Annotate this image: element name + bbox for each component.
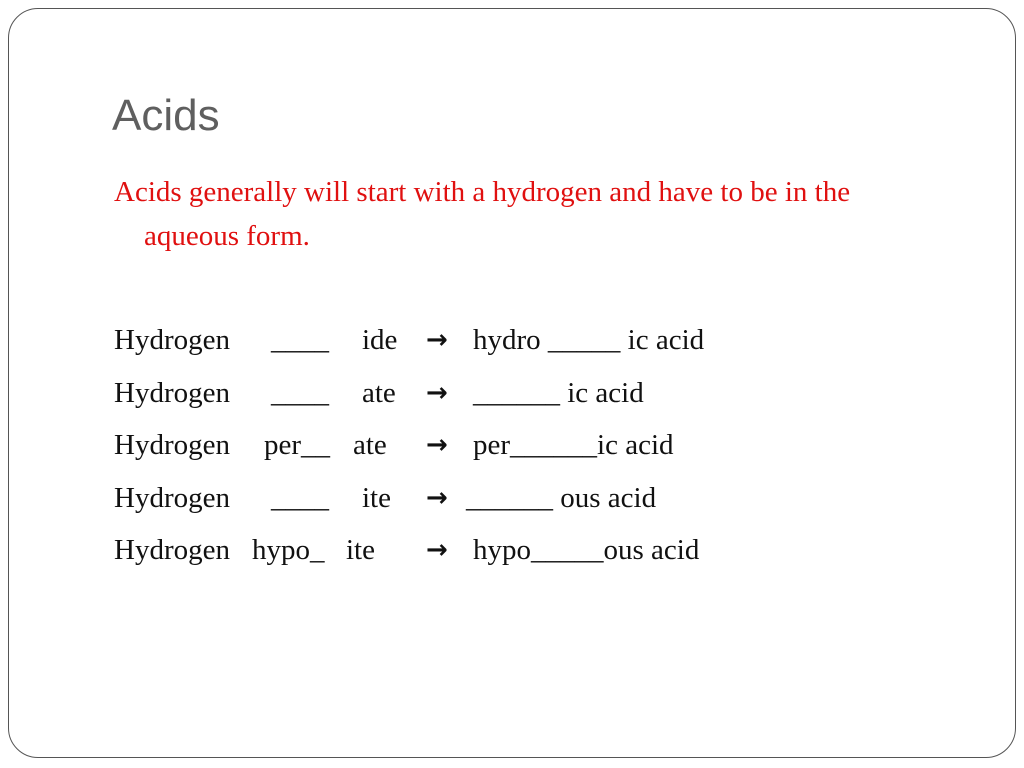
arrow-right-icon: →	[426, 430, 448, 460]
rule-suffix: ide	[362, 324, 398, 356]
arrow-right-icon: →	[426, 377, 448, 408]
intro-line-2: aqueous form.	[144, 220, 310, 252]
rule-prefix: Hydrogen	[114, 376, 230, 409]
slide-title: Acids	[112, 91, 220, 140]
rule-blank: ____	[271, 376, 329, 409]
rule-suffix: ate	[353, 429, 387, 461]
rule-prefix: Hydrogen	[114, 324, 230, 356]
rule-suffix: ite	[362, 481, 391, 514]
rule-blank: ____	[271, 324, 329, 356]
rule-result: ______ ic acid	[473, 376, 644, 409]
rule-blank: per__	[264, 429, 331, 461]
rule-result: ______ ous acid	[466, 481, 657, 514]
rule-result: hydro _____ ic acid	[473, 324, 705, 356]
rule-suffix: ite	[346, 534, 375, 566]
rule-result: per______ic acid	[473, 429, 674, 461]
rule-result: hypo_____ous acid	[473, 534, 700, 566]
rule-blank: hypo_	[252, 534, 325, 566]
intro-text	[114, 170, 974, 258]
rule-blank: ____	[271, 481, 329, 514]
arrow-right-icon: →	[426, 325, 448, 355]
rule-prefix: Hydrogen	[114, 534, 230, 566]
rule-prefix: Hydrogen	[114, 429, 230, 461]
rule-prefix: Hydrogen	[114, 481, 230, 514]
arrow-right-icon: →	[426, 482, 448, 513]
intro-line-1: Acids generally will start with a hydrogen and have to be in the	[114, 176, 851, 208]
arrow-right-icon: →	[426, 535, 448, 565]
rule-suffix: ate	[362, 376, 396, 409]
